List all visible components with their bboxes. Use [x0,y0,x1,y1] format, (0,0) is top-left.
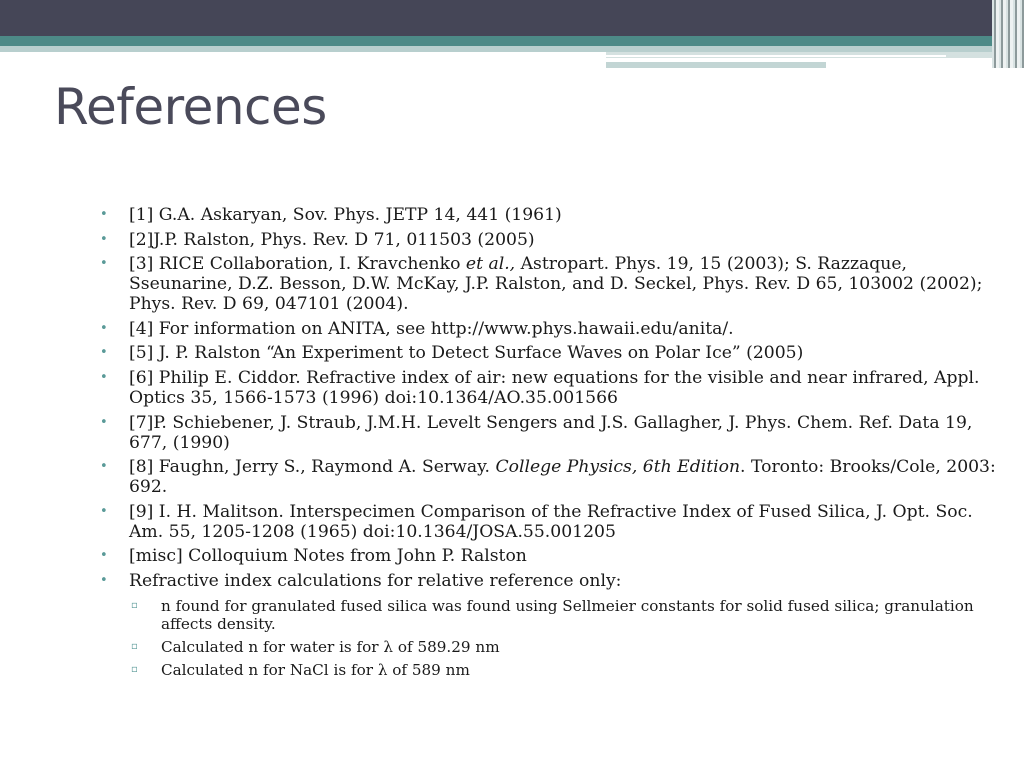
header-stripes [992,0,1024,68]
note-item [129,597,1005,633]
reference-misc [100,546,1005,566]
reference-text: [misc] Colloquium Notes from John P. Ralston [129,546,527,567]
reference-8 [100,457,1005,497]
slide-title: References [54,78,327,136]
note-item-text: n found for granulated fused silica was found using Sellmeier constants for solid fused silica; granulation affects density. [161,596,974,633]
note-item-text: Calculated n for NaCl is for λ of 589 nm [161,660,470,679]
note-text: Refractive index calculations for relative reference only: [129,570,622,591]
reference-1 [100,205,1005,225]
reference-text-start: [3] RICE Collaboration, I. Kravchenko [129,254,466,275]
reference-text: [9] I. H. Malitson. Interspecimen Comparison of the Refractive Index of Fused Silica, J. Opt. Soc. Am. 55, 1205-1208 (1965) doi:10.1364/JOSA.55.001205 [129,501,973,542]
bullet-icon: • [100,572,108,588]
reference-4 [100,319,1005,339]
bullet-icon: • [100,256,108,272]
bullet-icon: • [100,414,108,430]
bullet-icon: • [100,345,108,361]
note-sub-list [129,597,1005,679]
bullet-icon: • [100,231,108,247]
header-dark-bar [0,0,1024,36]
reference-text-end: . Toronto: Brooks/Cole, 2003: 692. [129,457,996,498]
reference-5 [100,343,1005,363]
bullet-icon: • [100,320,108,336]
bullet-icon: • [100,207,108,222]
reference-text: [2]J.P. Ralston, Phys. Rev. D 71, 011503 (2005) [129,229,535,250]
bullet-icon: • [100,548,108,564]
bullet-icon: • [100,369,108,385]
reference-3 [100,254,1005,314]
reference-text: [4] For information on ANITA, see http://www.phys.hawaii.edu/anita/. [129,318,734,339]
reference-7 [100,413,1005,453]
header-teal-bar [0,36,1024,46]
reference-italic: et al., [465,254,516,275]
bullet-icon: • [100,503,108,519]
reference-text: [7]P. Schiebener, J. Straub, J.M.H. Levelt Sengers and J.S. Gallagher, J. Phys. Chem. Ref. Data 19, 677, (1990) [129,412,973,453]
references-content [100,205,1005,684]
sub-bullet-icon: ▫ [131,663,138,675]
reference-text: [5] J. P. Ralston “An Experiment to Detect Surface Waves on Polar Ice” (2005) [129,343,804,364]
sub-bullet-icon: ▫ [131,599,138,611]
header-accent-line [606,55,946,57]
sub-bullet-icon: ▫ [131,640,138,652]
header-accent-bar-short [606,62,826,68]
note-item [129,638,1005,656]
reference-2 [100,230,1005,250]
references-list [100,205,1005,679]
reference-italic: College Physics, 6th Edition [495,457,741,478]
bullet-icon: • [100,459,108,475]
reference-text: [6] Philip E. Ciddor. Refractive index of air: new equations for the visible and near infrared, Appl. Optics 35, 1566-1573 (1996) doi:10.1364/AO.35.001566 [129,367,980,408]
reference-text: [1] G.A. Askaryan, Sov. Phys. JETP 14, 441 (1961) [129,205,562,225]
refractive-index-note [100,571,1005,679]
reference-9 [100,502,1005,542]
reference-text-end: Astropart. Phys. 19, 15 (2003); S. Razzaque, Sseunarine, D.Z. Besson, D.W. McKay, J.P. Ralston, and D. Seckel, Phys. Rev. D 65, 103002 (2002); Phys. Rev. D 69, 047101 (2004). [129,254,983,315]
reference-6 [100,368,1005,408]
note-item-text: Calculated n for water is for λ of 589.29 nm [161,637,500,656]
note-item [129,661,1005,679]
reference-text-start: [8] Faughn, Jerry S., Raymond A. Serway. [129,457,496,478]
